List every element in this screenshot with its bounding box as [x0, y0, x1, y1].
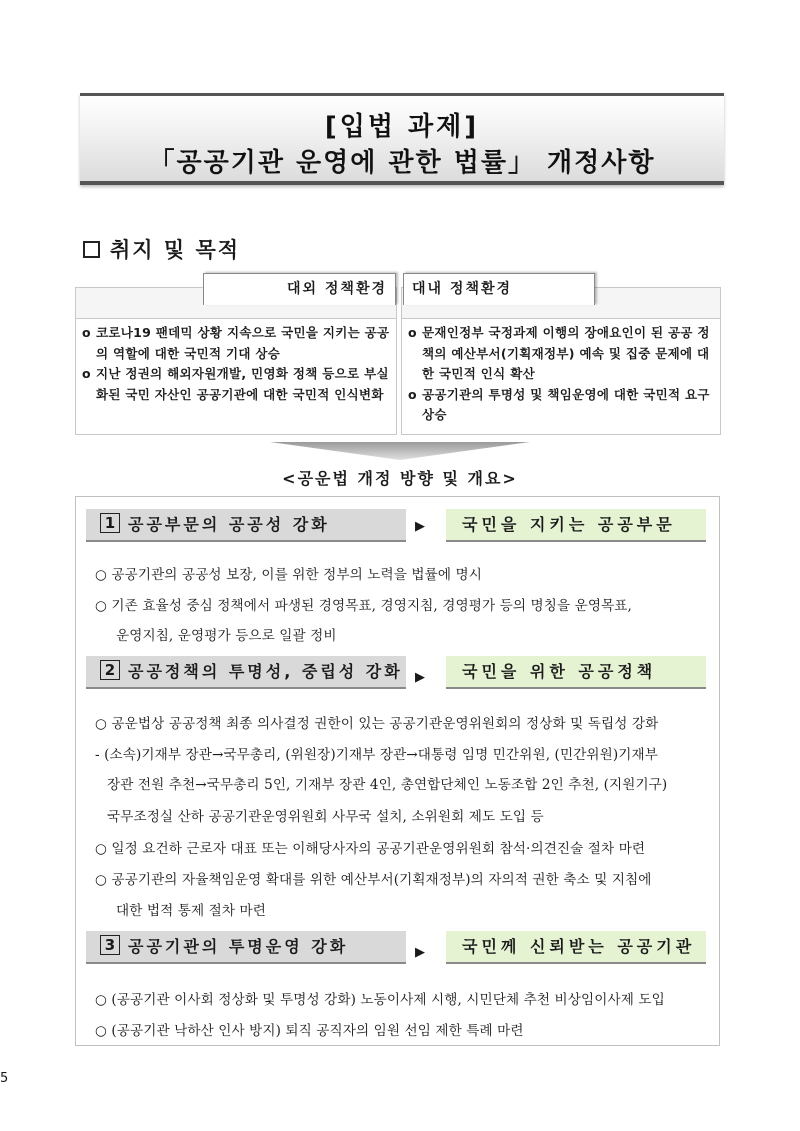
body-line: 국무조정실 산하 공공기관운영위원회 사무국 설치, 소위원회 제도 도입 등	[107, 809, 544, 825]
body-line: ○ 공공기관의 자율책임운영 확대를 위한 예산부서(기획재정부)의 자의적 권한 축소 및 지침에	[95, 872, 652, 888]
list-item: o 코로나19 팬데믹 상황 지속으로 국민을 지키는 공공의 역할에 대한 국민적 기대 상승	[82, 325, 390, 361]
bullet-o-icon: o	[82, 325, 91, 340]
bullet-o-icon: o	[408, 325, 417, 340]
strategy-number: 3	[100, 935, 120, 955]
strategy-number: 1	[100, 513, 120, 533]
strategy-2-result: 국민을 위한 공공정책	[446, 656, 706, 689]
list-item: o 지난 정권의 해외자원개발, 민영화 정책 등으로 부실화된 국민 자산인 공공기관에 대한 국민적 인식변화	[82, 366, 389, 402]
overview-title: <공운법 개정 방향 및 개요>	[282, 469, 518, 488]
section-heading	[83, 234, 240, 264]
strategy-3-result: 국민께 신뢰받는 공공기관	[446, 931, 706, 964]
checkbox-square-icon	[83, 241, 100, 258]
strategy-number: 2	[100, 660, 120, 680]
bullet-o-icon: o	[408, 386, 417, 402]
banner-line-1: [입법 과제]	[324, 112, 480, 142]
body-line: ○ 기존 효율성 중심 정책에서 파생된 경영목표, 경영지침, 경영평가 등의 명칭을 운영목표,	[95, 598, 632, 614]
internal-env-panel	[401, 287, 721, 435]
body-line: 운영지침, 운영평가 등으로 일괄 정비	[116, 628, 337, 644]
external-env-panel	[75, 287, 397, 435]
page-title: 「공공기관 운영에 관한 법률」 개정사항	[148, 148, 656, 178]
body-line: ○ 일정 요건하 근로자 대표 또는 이해당사자의 공공기관운영위원회 참석·의견진술 절차 마련	[95, 841, 646, 857]
internal-env-tab: 대내 정책환경	[403, 273, 595, 305]
body-line: 대한 법적 통제 절차 마련	[116, 903, 266, 919]
section-title: 취지 및 목적	[110, 238, 241, 262]
strategy-2-label: 2 공공정책의 투명성, 중립성 강화	[86, 656, 406, 689]
bullet-o-icon: o	[82, 366, 91, 381]
strategy-1-result: 국민을 지키는 공공부문	[446, 509, 706, 542]
external-env-body	[76, 318, 396, 434]
internal-env-body	[402, 318, 720, 434]
body-line: ○ 공공기관의 공공성 보장, 이를 위한 정부의 노력을 법률에 명시	[95, 567, 482, 583]
body-line: 장관 전원 추천→국무총리 5인, 기재부 장관 4인, 총연합단체인 노동조합 2인 추천, (지원기구)	[107, 777, 668, 793]
arrow-right-icon: ▶	[415, 670, 425, 685]
down-arrow-icon	[270, 442, 530, 460]
external-env-tab: 대외 정책환경	[203, 273, 396, 305]
body-line: ○ (공공기관 이사회 정상화 및 투명성 강화) 노동이사제 시행, 시민단체 추천 비상임이사제 도입	[95, 992, 665, 1008]
strategy-3-label: 3 공공기관의 투명운영 강화	[86, 931, 406, 964]
arrow-right-icon: ▶	[415, 945, 425, 960]
list-item: o 공공기관의 투명성 및 책임운영에 대한 국민적 요구 상승	[408, 386, 710, 422]
body-line: ○ 공운법상 공공정책 최종 의사결정 권한이 있는 공공기관운영위원회의 정상화 및 독립성 강화	[95, 716, 659, 732]
title-banner	[80, 93, 724, 185]
list-item: o 문재인정부 국정과제 이행의 장애요인이 된 공공 정책의 예산부서(기획재정부) 예속 및 집중 문제에 대한 국민적 인식 확산	[408, 325, 710, 381]
body-line: - (소속)기재부 장관→국무총리, (위원장)기재부 장관→대통령 임명 민간위원, (민간위원)기재부	[95, 747, 658, 763]
body-line: ○ (공공기관 낙하산 인사 방지) 퇴직 공직자의 임원 선임 제한 특례 마련	[95, 1023, 524, 1039]
arrow-right-icon: ▶	[415, 519, 425, 534]
strategy-1-label: 1 공공부문의 공공성 강화	[86, 509, 406, 542]
page-number: 5	[0, 1071, 9, 1086]
